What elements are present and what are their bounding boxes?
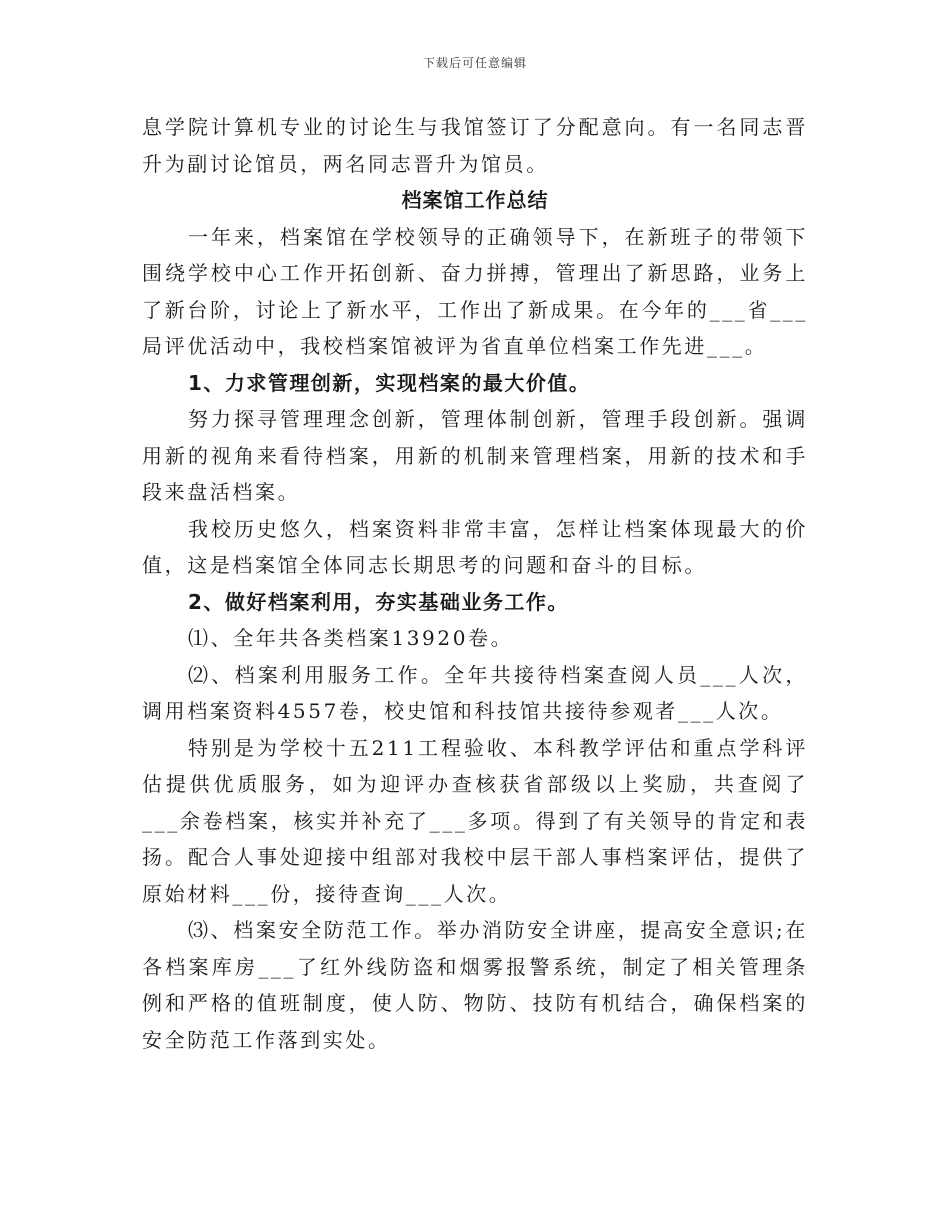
paragraph-intro: 一年来，档案馆在学校领导的正确领导下，在新班子的带领下围绕学校中心工作开拓创新、奋力拼搏，管理出了新思路，业务上了新台阶，讨论上了新水平，工作出了新成果。在今年的___省___局评优活动中，我校档案馆被评为省直单位档案工作先进___。: [142, 224, 808, 358]
paragraph-management: 努力探寻管理理念创新，管理体制创新，管理手段创新。强调用新的视角来看待档案，用新的机制来管理档案，用新的技术和手段来盘活档案。: [142, 407, 808, 504]
paragraph-history: 我校历史悠久，档案资料非常丰富，怎样让档案体现最大的价值，这是档案馆全体同志长期思考的问题和奋斗的目标。: [142, 516, 808, 577]
section-heading-2: 2、做好档案利用，夯实基础业务工作。: [188, 589, 569, 614]
paragraph-item-2: ⑵、档案利用服务工作。全年共接待档案查阅人员___人次，调用档案资料4557卷，校史馆和科技馆共接待参观者___人次。: [142, 662, 808, 723]
paragraph-item-3: ⑶、档案安全防范工作。举办消防安全讲座，提高安全意识;在各档案库房___了红外线防盗和烟雾报警系统，制定了相关管理条例和严格的值班制度，使人防、物防、技防有机结合，确保档案的安全防范工作落到实处。: [142, 918, 808, 1052]
paragraph-item-1: ⑴、全年共各类档案13920卷。: [188, 626, 514, 650]
paragraph-special: 特别是为学校十五211工程验收、本科教学评估和重点学科评估提供优质服务，如为迎评办查核获省部级以上奖励，共查阅了___余卷档案，核实并补充了___多项。得到了有关领导的肯定和表扬。配合人事处迎接中组部对我校中层干部人事档案评估，提供了原始材料___份，接待查询___人次。: [142, 735, 808, 906]
header-note: 下载后可任意编辑: [422, 56, 527, 70]
paragraph-continuation: 息学院计算机专业的讨论生与我馆签订了分配意向。有一名同志晋升为副讨论馆员，两名同志晋升为馆员。: [142, 115, 808, 176]
section-heading-1: 1、力求管理创新，实现档案的最大价值。: [188, 370, 591, 395]
document-title: 档案馆工作总结: [401, 188, 549, 212]
document-body: [142, 109, 808, 1058]
